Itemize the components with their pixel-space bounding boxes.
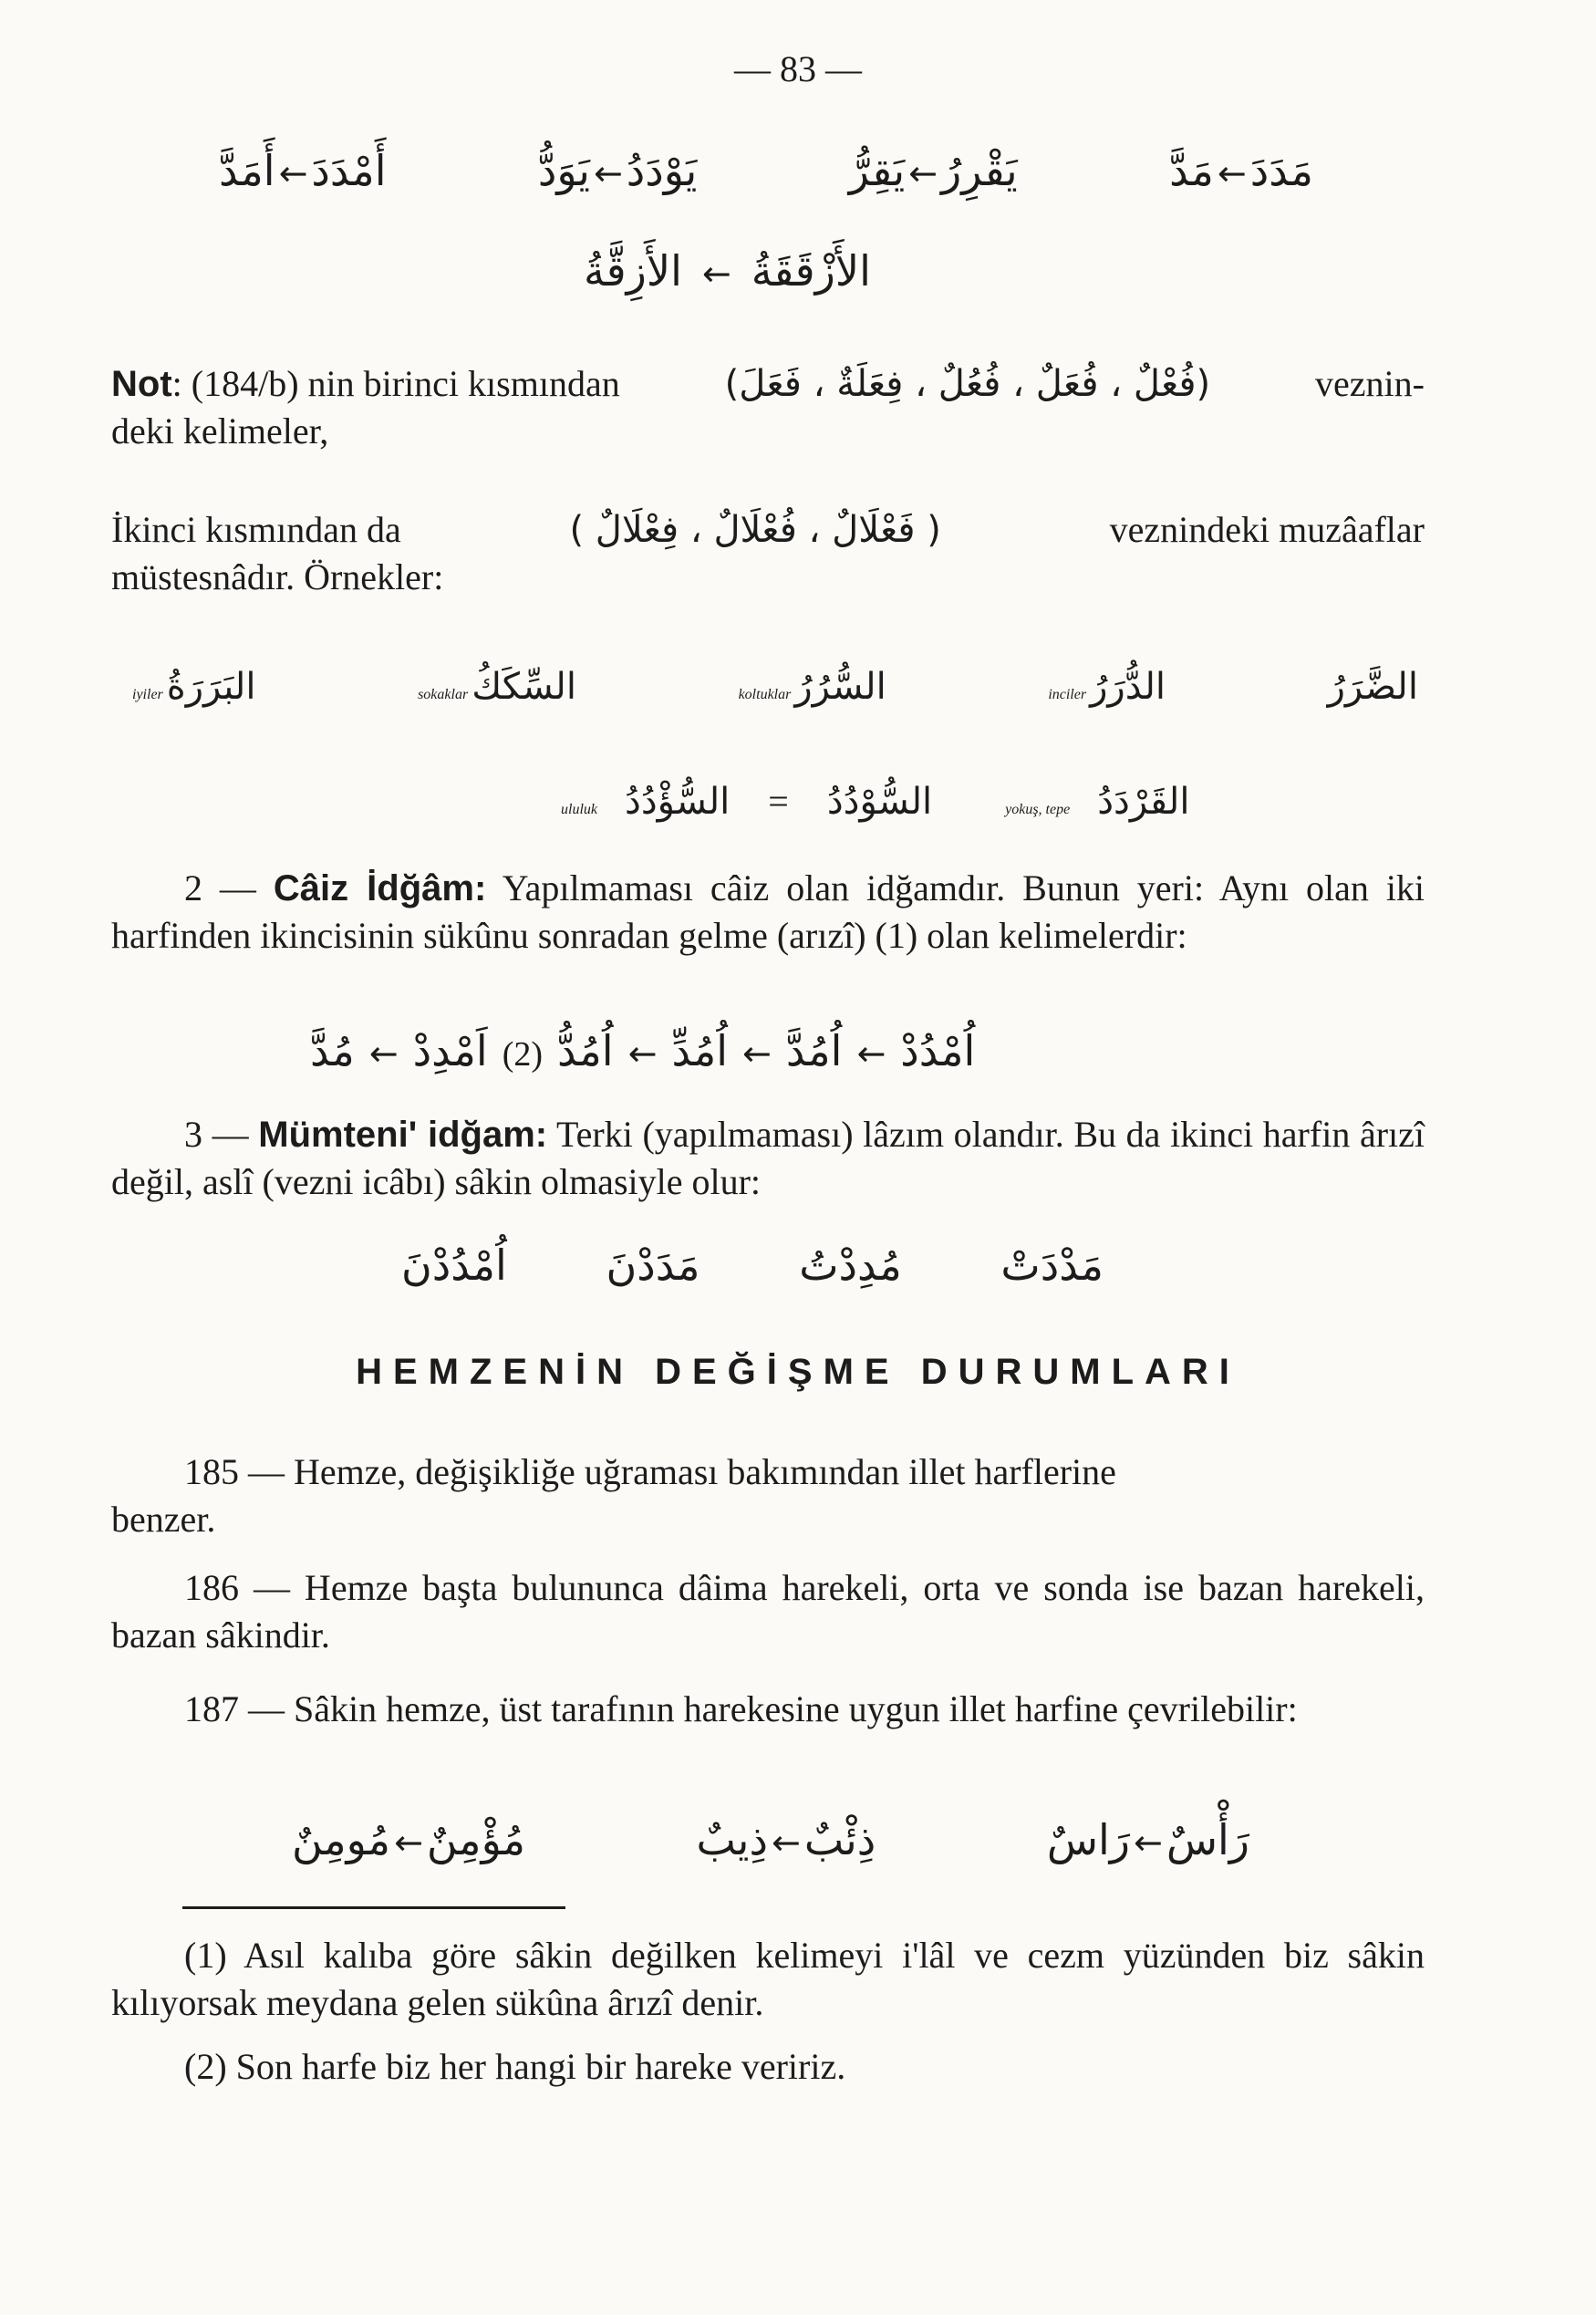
arabic-word: اُمُدُّ bbox=[557, 1026, 614, 1075]
example-pair bbox=[219, 146, 386, 195]
paragraph-text: — Hemze başta bulununca dâima harekeli, orta ve sonda ise bazan harekeli, bazan sâkindir. bbox=[111, 1567, 1425, 1656]
note-label: Not bbox=[111, 364, 172, 404]
caiz-idgam-paragraph bbox=[111, 865, 1425, 960]
arrow-left-icon: ← bbox=[856, 1033, 886, 1074]
idgam-example-row-2 bbox=[584, 246, 871, 296]
example-pair bbox=[1047, 1815, 1249, 1864]
section-text: Yapılmaması câiz olan idğamdır. Bunun yeri: Aynı olan iki harfinden ikincisinin sükûnu sonradan gelme (arızî) (1) olan kelimelerdir: bbox=[111, 867, 1425, 956]
idgam-example-row-1 bbox=[219, 146, 1313, 195]
arabic-word: ذِئْبٌ bbox=[803, 1815, 876, 1864]
arabic-word: الأَزِقَّةُ bbox=[584, 246, 682, 296]
arabic-word: البَرَرَةُ bbox=[166, 666, 256, 708]
turkish-meaning: inciler bbox=[1048, 687, 1087, 702]
arabic-word: مَدَدَ bbox=[1249, 146, 1313, 195]
turkish-meaning: ululuk bbox=[561, 802, 597, 817]
arabic-word: مُومِنٌ bbox=[292, 1815, 391, 1864]
arrow-left-icon: ← bbox=[742, 1033, 772, 1074]
example-item bbox=[1048, 666, 1166, 708]
arabic-word: السُّرُرُ bbox=[794, 666, 886, 708]
footnote-ref: (2) bbox=[502, 1035, 544, 1074]
turkish-meaning: sokaklar bbox=[418, 687, 469, 702]
second-part-line-2: müstesnâdır. Örnekler: bbox=[111, 556, 444, 597]
arabic-word: الضَّرَرُ bbox=[1327, 666, 1418, 708]
paragraph-185 bbox=[111, 1448, 1425, 1543]
examples-row-1 bbox=[132, 666, 1418, 708]
example-item bbox=[418, 666, 576, 708]
arabic-word: مُدِدْتُ bbox=[799, 1241, 902, 1290]
arabic-word: السِّكَكُ bbox=[472, 666, 576, 708]
turkish-meaning: yokuş, tepe bbox=[1005, 802, 1071, 817]
arrow-left-icon: ← bbox=[1134, 1822, 1163, 1863]
footnote-divider bbox=[182, 1906, 565, 1909]
turkish-meaning: koltuklar bbox=[738, 687, 792, 702]
equals-sign: = bbox=[768, 781, 789, 822]
paragraph-187 bbox=[111, 1686, 1425, 1733]
section-label: Mümteni' idğam: bbox=[258, 1115, 548, 1155]
section-number: 2 — bbox=[184, 867, 256, 908]
footnote-text: (1) Asıl kalıba göre sâkin değilken kelimeyi i'lâl ve cezm yüzünden biz sâkin kılıyorsak meydana gelen sükûna ârızî denir. bbox=[111, 1935, 1425, 2023]
arrow-left-icon: ← bbox=[771, 1822, 801, 1863]
page-number: — 83 — bbox=[734, 48, 862, 89]
section-text: Terki (yapılmaması) lâzım olandır. Bu da ikinci harfin ârızî değil, aslî (vezni icâbı) sâkin olmasiyle olur: bbox=[111, 1114, 1425, 1202]
arabic-word: يَقِرُّ bbox=[848, 146, 906, 195]
example-pair bbox=[697, 1815, 876, 1864]
arrow-left-icon: ← bbox=[908, 153, 938, 193]
example-pair bbox=[849, 146, 1018, 195]
section-label: Câiz İdğâm: bbox=[273, 868, 487, 908]
mumteni-example-row bbox=[401, 1241, 1104, 1290]
paragraph-186 bbox=[111, 1564, 1425, 1659]
arabic-word: أَمْدَدَ bbox=[311, 146, 387, 195]
arabic-word: اُمُدَّ bbox=[785, 1026, 843, 1075]
turkish-meaning: iyiler bbox=[132, 687, 163, 702]
hemze-example-row bbox=[292, 1815, 1249, 1864]
arrow-left-icon: ← bbox=[1217, 153, 1247, 193]
note-paragraph bbox=[111, 360, 1425, 455]
note-line-2: deki kelimeler, bbox=[111, 410, 329, 452]
arabic-word: اُمُدِّ bbox=[671, 1026, 729, 1075]
paragraph-text: — Hemze, değişikliğe uğraması bakımından illet harflerine bbox=[248, 1451, 1116, 1492]
arabic-word: الدُّرَرُ bbox=[1090, 666, 1166, 708]
arabic-word: مُدَّ bbox=[310, 1026, 355, 1075]
note-text: : (184/b) nin birinci kısmından bbox=[171, 363, 620, 404]
arabic-word: رَاسٌ bbox=[1046, 1815, 1130, 1864]
arabic-pattern-list: ( فَعْلَالٌ ، فُعْلَالٌ ، فِعْلَالٌ ) bbox=[569, 509, 941, 551]
arrow-left-icon: ← bbox=[701, 254, 731, 294]
second-part-text: İkinci kısmından da bbox=[111, 509, 401, 550]
second-part-paragraph bbox=[111, 506, 1425, 601]
arrow-left-icon: ← bbox=[394, 1822, 423, 1863]
arabic-word: السُّؤْدُدُ bbox=[625, 781, 731, 823]
arrow-left-icon: ← bbox=[627, 1033, 658, 1074]
paragraph-number: 187 bbox=[184, 1688, 239, 1729]
caiz-example-row bbox=[310, 1026, 975, 1075]
footnote-text: (2) Son harfe biz her hangi bir hareke veririz. bbox=[184, 2046, 846, 2087]
arabic-word: يَوْدَدُ bbox=[626, 146, 698, 195]
arabic-word: ذِيبٌ bbox=[696, 1815, 768, 1864]
arabic-word: مَدَدْنَ bbox=[606, 1241, 700, 1290]
note-text-cont: veznin- bbox=[1315, 363, 1425, 404]
arabic-word: اُمْدُدْنَ bbox=[401, 1241, 507, 1290]
arabic-pattern-list: (فُعْلٌ ، فُعَلٌ ، فُعُلٌ ، فِعَلَةٌ ، فَعَلَ) bbox=[724, 363, 1211, 405]
footnote-1 bbox=[111, 1932, 1425, 2027]
example-pair bbox=[538, 146, 697, 195]
arrow-left-icon: ← bbox=[278, 153, 308, 193]
paragraph-number: 186 bbox=[184, 1567, 239, 1608]
example-item bbox=[132, 666, 255, 708]
arabic-word: مُؤْمِنٌ bbox=[426, 1815, 525, 1864]
section-heading: HEMZENİN DEĞİŞME DURUMLARI bbox=[356, 1352, 1240, 1392]
paragraph-number: 185 bbox=[184, 1451, 239, 1492]
arabic-word: رَأْسٌ bbox=[1166, 1815, 1249, 1864]
arabic-word: القَرْدَدُ bbox=[1097, 781, 1190, 823]
arabic-word: الأَزْقَقَةُ bbox=[751, 246, 871, 296]
paragraph-text-cont: benzer. bbox=[111, 1499, 216, 1540]
mumteni-idgam-paragraph bbox=[111, 1111, 1425, 1206]
arabic-word: يَقْرِرُ bbox=[941, 146, 1018, 195]
example-pair bbox=[1169, 146, 1313, 195]
arabic-word: أَمَدَّ bbox=[219, 146, 275, 195]
section-number: 3 — bbox=[184, 1114, 249, 1155]
example-pair bbox=[292, 1815, 525, 1864]
arabic-word: اُمْدُدْ bbox=[900, 1026, 976, 1075]
arabic-word: السُّوْدُدُ bbox=[826, 781, 933, 823]
arabic-word: مَدْدَتْ bbox=[1000, 1241, 1104, 1290]
arabic-word: مَدَّ bbox=[1169, 146, 1214, 195]
footnote-2 bbox=[111, 2043, 1425, 2091]
arrow-left-icon: ← bbox=[368, 1033, 399, 1074]
arabic-word: يَوَدُّ bbox=[537, 146, 590, 195]
paragraph-text: — Sâkin hemze, üst tarafının harekesine uygun illet harfine çevrilebilir: bbox=[248, 1688, 1298, 1729]
arrow-left-icon: ← bbox=[593, 153, 623, 193]
second-part-text-cont: veznindeki muzâaflar bbox=[1109, 509, 1425, 550]
arabic-word: اَمْدِدْ bbox=[412, 1026, 488, 1075]
examples-row-2 bbox=[561, 780, 1189, 823]
example-item bbox=[739, 666, 886, 708]
